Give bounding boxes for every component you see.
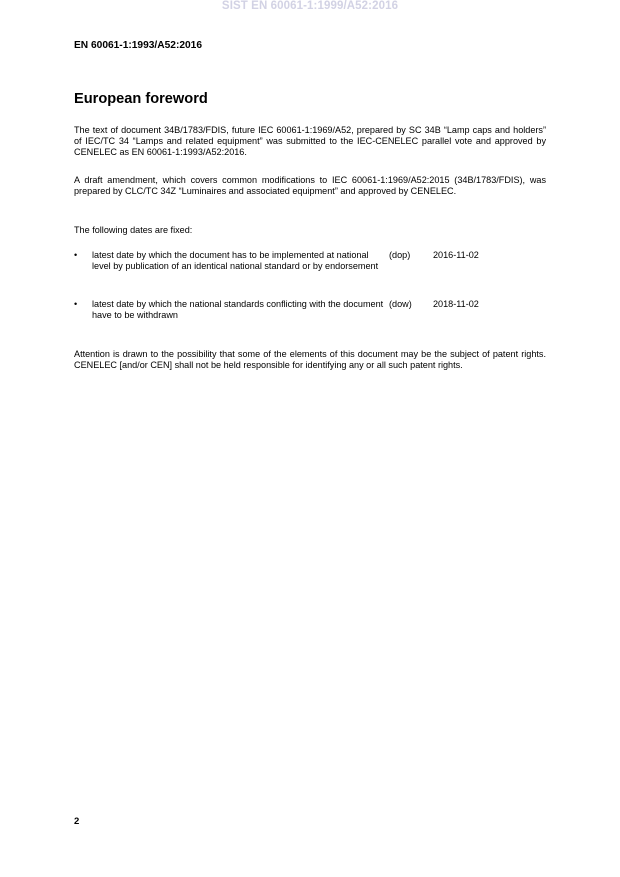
foreword-paragraph-1: The text of document 34B/1783/FDIS, future IEC 60061-1:1969/A52, prepared by SC 34B “Lamp caps and holders” of IEC/TC 34 “Lamps and related equipment” was submitted to the IEC-CENELEC parallel vote and approved by CENELEC as EN 60061-1:1993/A52:2016. [74, 125, 546, 157]
patent-notice: Attention is drawn to the possibility that some of the elements of this document may be the subject of patent rights. CENELEC [and/or CEN] shall not be held responsible for identifying any or all such patent rights. [74, 349, 546, 370]
dates-intro: The following dates are fixed: [74, 225, 193, 235]
date-value: 2016-11-02 [433, 250, 479, 260]
bullet-icon: • [74, 250, 78, 260]
date-description: latest date by which the national standards conflicting with the document have to be withdrawn [92, 299, 384, 320]
page-number: 2 [74, 816, 80, 827]
watermark: SIST EN 60061-1:1999/A52:2016 [221, 0, 399, 12]
date-description: latest date by which the document has to be implemented at national level by publication of an identical national standard or by endorsement [92, 250, 379, 271]
foreword-paragraph-2: A draft amendment, which covers common modifications to IEC 60061-1:1969/A52:2015 (34B/1783/FDIS), was prepared by CLC/TC 34Z “Luminaires and associated equipment” and approved by CENELEC. [74, 175, 546, 196]
bullet-icon: • [74, 299, 78, 309]
page-title: European foreword [74, 91, 208, 107]
date-abbreviation: (dop) [389, 250, 411, 260]
document-id: EN 60061-1:1993/A52:2016 [74, 40, 203, 51]
date-value: 2018-11-02 [433, 299, 479, 309]
date-abbreviation: (dow) [389, 299, 412, 309]
